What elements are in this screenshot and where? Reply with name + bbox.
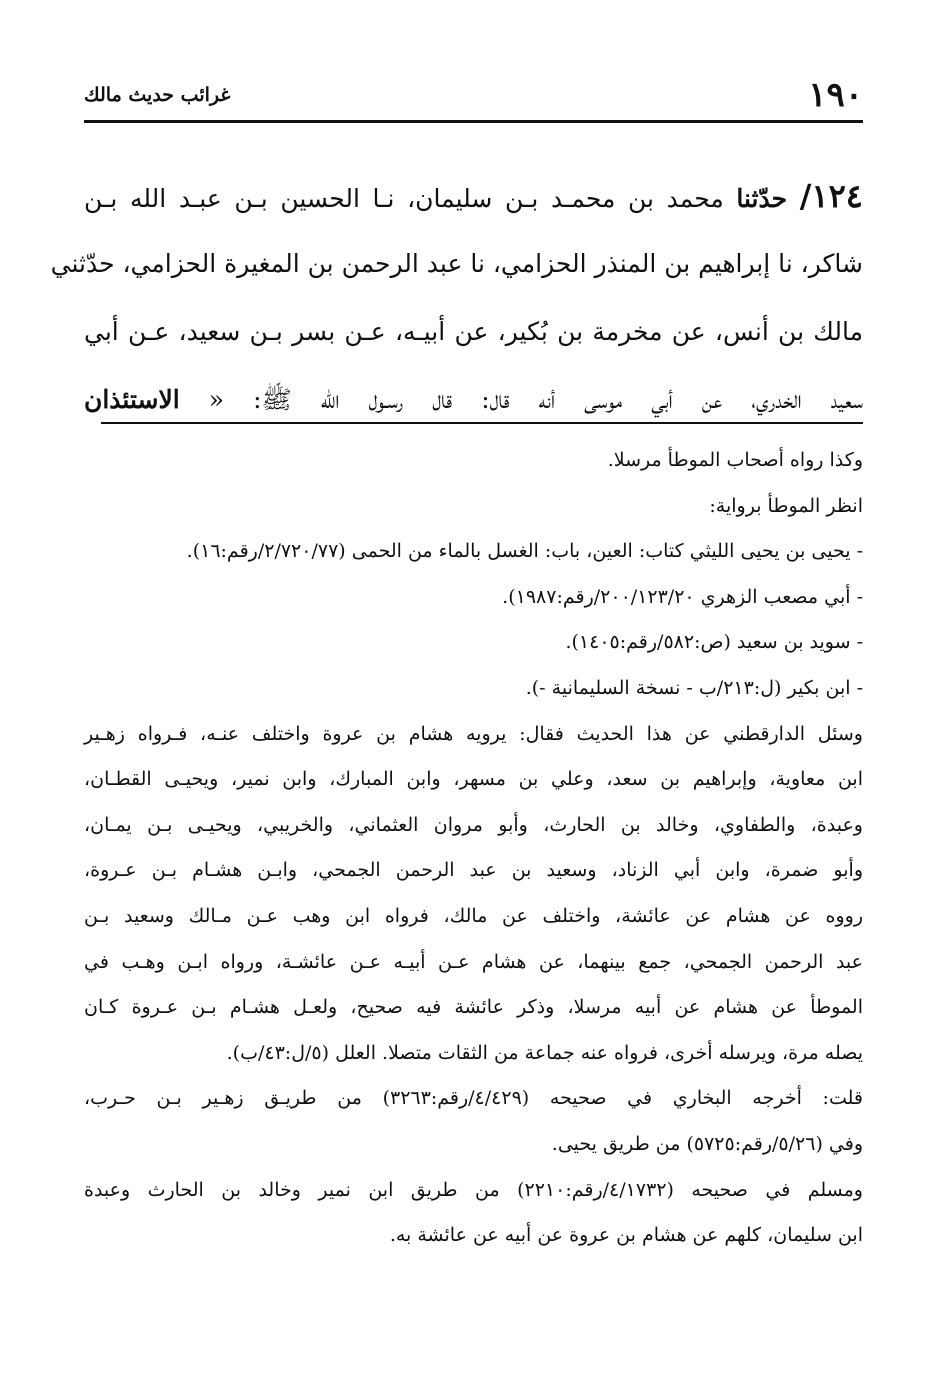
hadith-line-1-text: محمد بن محمـد بـن سليمان، نـا الحسين بـن عبـد الله بـن <box>84 184 724 213</box>
footnote-line: عبد الرحمن الجمحي، جمع بينهما، عن هشام عـن أبيـه عـن عائشـة، ورواه ابـن وهـب في <box>84 950 863 973</box>
footnote-line: ابن سليمان، كلهم عن هشام بن عروة عن أبيه عن عائشة به. <box>389 1224 863 1247</box>
footnote-line: - أبي مصعب الزهري ٢٠٠/١٢٣/٢٠/رقم:١٩٨٧). <box>502 585 863 608</box>
footnote-line: - يحيى بن يحيى الليثي كتاب: العين، باب: الغسل بالماء من الحمى (٢/٧٢٠/٧٧/رقم:١٦). <box>186 540 863 563</box>
footnotes <box>84 438 863 1259</box>
hadith-last-word: الاستئذان <box>84 385 180 414</box>
footnote-line: وعبدة، والطفاوي، وخالد بن الحارث، وأبو مروان العثماني، والخريبي، ويحيـى بـن يمـان، <box>84 813 863 836</box>
footnote-line: وكذا رواه أصحاب الموطأ مرسلا. <box>607 449 863 471</box>
footnote-line: وسئل الدارقطني عن هذا الحديث فقال: يرويه هشام بن عروة واختلف عنـه، فـرواه زهـير <box>84 722 863 745</box>
running-title: غرائب حديث مالك <box>84 84 231 106</box>
footnote-separator <box>101 422 863 424</box>
footnote-line: - ابن بكير (ل:٢١٣/ب - نسخة السليمانية -). <box>525 676 863 699</box>
hadith-line-2: شاكر، نا إبراهيم بن المنذر الحزامي، نا عبد الرحمن بن المغيرة الحزامي، حدّثني <box>50 249 863 278</box>
footnote-line: - سويد بن سعيد (ص:٥٨٢/رقم:١٤٠٥). <box>565 631 863 654</box>
footnote-line: وفي (٥/٢٦/رقم:٥٧٢٥) من طريق يحيى. <box>551 1132 863 1155</box>
hadith-text <box>50 162 864 434</box>
hadith-line-3: مالك بن أنس، عن مخرمة بن بُكير، عن أبيـه، عـن بسر بـن سعيد، عـن أبي <box>84 317 863 346</box>
hadith-line-4-text: سعيد الخدري، عن أبي موسى أنه قال: قال رسـول الله ﷺ: « <box>208 385 864 414</box>
footnote-line: الموطأ عن هشام عن أبيه مرسلا، وذكر عائشة فيه صحيح، ولعـل هشـام بـن عـروة كـان <box>84 996 863 1019</box>
page-number: ١٩٠ <box>808 75 863 115</box>
footnote-line: انظر الموطأ برواية: <box>709 494 863 517</box>
footnote-line: يصله مرة، ويرسله أخرى، فرواه عنه جماعة من الثقات متصلا. العلل (٥/ل:٤٣/ب). <box>226 1041 863 1064</box>
header-rule <box>84 120 863 123</box>
page-header <box>84 75 863 115</box>
hadith-number: ١٢٤/ <box>799 177 863 215</box>
footnote-line: ومسلم في صحيحه (٤/١٧٣٢/رقم:٢٢١٠) من طريق ابن نمير وخالد بن الحارث وعبدة <box>84 1178 863 1201</box>
footnote-line: ابن معاوية، وإبراهيم بن سعد، وعلي بن مسهر، وابن المبارك، وابن نمير، ويحيـى القطـان، <box>84 768 863 791</box>
footnote-line: قلت: أخرجه البخاري في صحيحه (٤/٤٢٩/رقم:٣٢٦٣) من طريـق زهـير بـن حـرب، <box>84 1087 863 1110</box>
haddathana-word: حدّثنا <box>736 184 788 213</box>
footnote-line: وأبو ضمرة، وابن أبي الزناد، وسعيد بن عبد الرحمن الجمحي، وابـن هشـام بـن عـروة، <box>84 859 863 882</box>
footnote-line: رووه عن هشام عن عائشة، واختلف عن مالك، فرواه ابن وهب عـن مـالك وسعيد بـن <box>84 904 863 927</box>
hadith-line-1 <box>84 162 863 230</box>
